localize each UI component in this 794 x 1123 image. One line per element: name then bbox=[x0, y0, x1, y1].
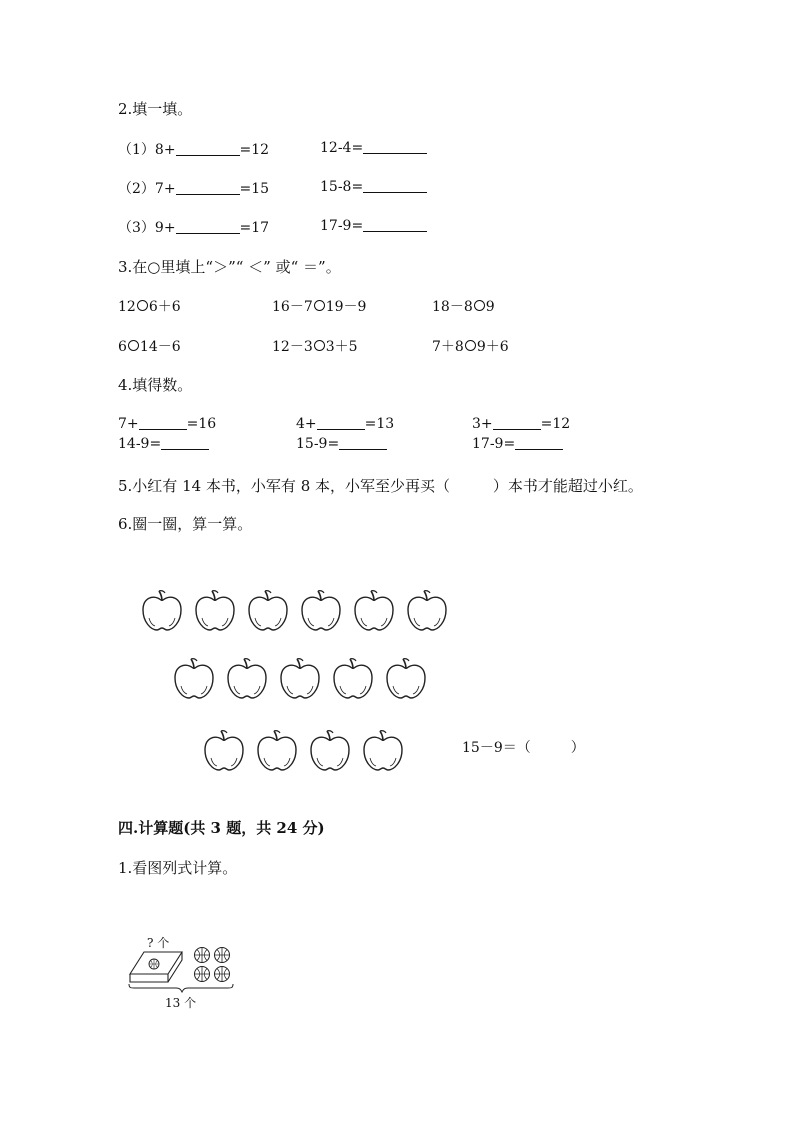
q4-title: 4.填得数。 bbox=[118, 376, 193, 394]
basketball-icon bbox=[215, 967, 230, 982]
total-brace bbox=[129, 984, 233, 992]
q2-row-2-expr: （2）7+ bbox=[118, 181, 176, 197]
q4-expr: 4+ bbox=[296, 416, 317, 432]
q2-row-3-right-expr: 17-9= bbox=[320, 218, 364, 234]
q2-row-2-result: =15 bbox=[239, 181, 270, 197]
q4-expr: 7+ bbox=[118, 416, 139, 432]
basketball-icon bbox=[215, 948, 230, 963]
apple-icon[interactable] bbox=[196, 591, 234, 630]
q2-row-1-result: =12 bbox=[239, 142, 270, 158]
q3-left-operand: 12－3 bbox=[272, 339, 313, 355]
apple-icon[interactable] bbox=[364, 731, 402, 770]
q4-result: =13 bbox=[364, 416, 395, 432]
q3-title: 3.在○里填上“＞”“ ＜” 或“ ＝”。 bbox=[118, 258, 341, 276]
s4-q1-title: 1.看图列式计算。 bbox=[118, 859, 238, 877]
q2-row-2-right-expr: 15-8= bbox=[320, 179, 364, 195]
apple-icon[interactable] bbox=[143, 591, 181, 630]
q2-title: 2.填一填。 bbox=[118, 100, 193, 118]
ball-box-icon bbox=[130, 952, 182, 982]
q3-right-operand: 9＋6 bbox=[476, 339, 509, 355]
q3-right-operand: 9 bbox=[485, 299, 495, 315]
q6-equation: 15－9＝（ ） bbox=[462, 740, 585, 756]
q4-result: =12 bbox=[540, 416, 571, 432]
q6-title: 6.圈一圈，算一算。 bbox=[118, 515, 253, 533]
q3-left-operand: 12 bbox=[118, 299, 136, 315]
q3-right-operand: 14－6 bbox=[139, 339, 181, 355]
apple-icon[interactable] bbox=[408, 591, 446, 630]
apple-icon[interactable] bbox=[249, 591, 287, 630]
section-heading: 四.计算题(共 3 题，共 24 分) bbox=[118, 819, 325, 837]
apple-icon[interactable] bbox=[281, 659, 319, 698]
apple-icon[interactable] bbox=[355, 591, 393, 630]
apple-icon[interactable] bbox=[258, 731, 296, 770]
apple-icon[interactable] bbox=[334, 659, 372, 698]
basketball-icon bbox=[195, 948, 210, 963]
q3-left-operand: 6 bbox=[118, 339, 127, 355]
q3-left-operand: 16－7 bbox=[272, 299, 313, 315]
apple-icon[interactable] bbox=[205, 731, 243, 770]
loose-balls bbox=[195, 948, 230, 982]
basketball-icon bbox=[195, 967, 210, 982]
total-count-label: 13 个 bbox=[165, 996, 197, 1010]
q2-row-1-right-expr: 12-4= bbox=[320, 140, 364, 156]
q2-row-3-expr: （3）9+ bbox=[118, 220, 176, 236]
unknown-count-label: ? 个 bbox=[147, 936, 170, 950]
q4-expr: 15-9= bbox=[296, 436, 340, 452]
q2-row-1-expr: （1）8+ bbox=[118, 142, 176, 158]
q3-right-operand: 3＋5 bbox=[325, 339, 358, 355]
q3-left-operand: 7＋8 bbox=[432, 339, 464, 355]
q4-expr: 17-9= bbox=[472, 436, 516, 452]
q4-expr: 14-9= bbox=[118, 436, 162, 452]
q2-row-3-result: =17 bbox=[239, 220, 270, 236]
q4-expr: 3+ bbox=[472, 416, 493, 432]
apple-icon[interactable] bbox=[311, 731, 349, 770]
q5-text: 5.小红有 14 本书，小军有 8 本，小军至少再买（ ）本书才能超过小红。 bbox=[118, 477, 643, 495]
q3-right-operand: 6＋6 bbox=[148, 299, 181, 315]
q3-right-operand: 19－9 bbox=[325, 299, 367, 315]
apple-icon[interactable] bbox=[228, 659, 266, 698]
apple-icon[interactable] bbox=[302, 591, 340, 630]
q3-left-operand: 18－8 bbox=[432, 299, 473, 315]
q4-result: =16 bbox=[186, 416, 217, 432]
apple-icon[interactable] bbox=[387, 659, 425, 698]
apple-icon[interactable] bbox=[175, 659, 213, 698]
